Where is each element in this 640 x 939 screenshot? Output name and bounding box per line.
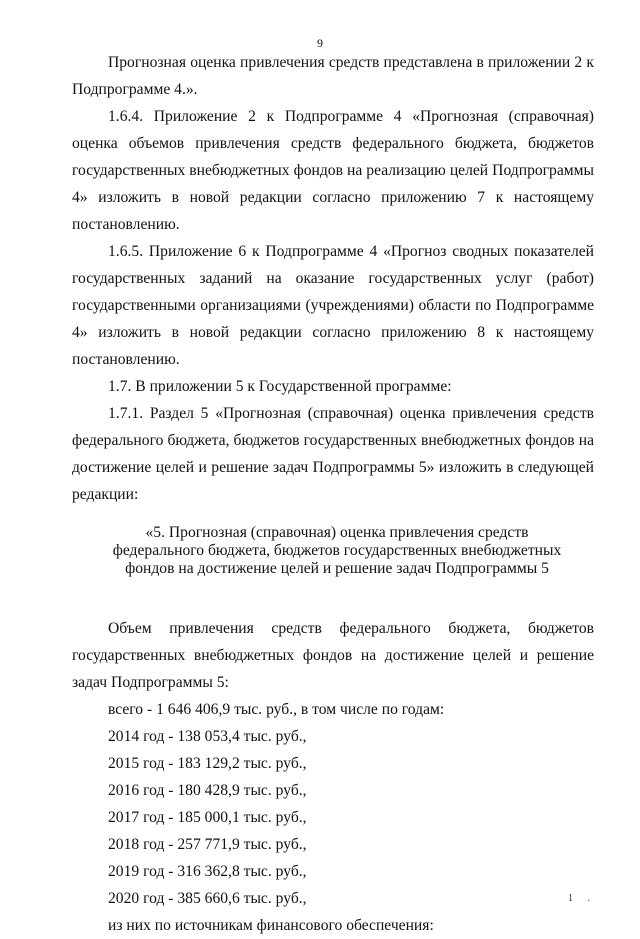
closing-line: из них по источникам финансового обеспечения: <box>108 917 434 934</box>
year-line-2017: 2017 год - 185 000,1 тыс. руб., <box>108 809 307 826</box>
paragraph-1-6-4: 1.6.4. Приложение 2 к Подпрограмме 4 «Прогнозная (справочная) оценка объемов привлечения средств федерального бюджета, бюджетов государственных внебюджетных фондов на реализацию целей Подпрограммы 4» изложить в новой редакции согласно приложению 7 к настоящему постановлению. <box>72 108 594 233</box>
document-body <box>72 49 594 939</box>
page-number: 9 <box>317 36 323 50</box>
year-line-2019: 2019 год - 316 362,8 тыс. руб., <box>108 863 307 880</box>
funding-by-year-list <box>72 696 594 939</box>
year-line-2018: 2018 год - 257 771,9 тыс. руб., <box>108 836 307 853</box>
section-heading-line-1: «5. Прогнозная (справочная) оценка привлечения средств <box>145 524 529 541</box>
year-line-2015: 2015 год - 183 129,2 тыс. руб., <box>108 755 307 772</box>
total-line: всего - 1 646 406,9 тыс. руб., в том числе по годам: <box>108 701 445 718</box>
section-5-heading <box>72 524 594 578</box>
year-line-2020: 2020 год - 385 660,6 тыс. руб., <box>108 890 307 907</box>
paragraph-1-7: 1.7. В приложении 5 к Государственной программе: <box>108 378 452 395</box>
section-heading-line-3: фондов на достижение целей и решение задач Подпрограммы 5 <box>125 560 549 577</box>
year-line-2014: 2014 год - 138 053,4 тыс. руб., <box>108 728 307 745</box>
section-heading-line-2: федерального бюджета, бюджетов государственных внебюджетных <box>112 542 562 559</box>
paragraph-funding-volume: Объем привлечения средств федерального бюджета, бюджетов государственных внебюджетных фондов на достижение целей и решение задач Подпрограммы 5: <box>72 620 594 691</box>
paragraph-forecast-note: Прогнозная оценка привлечения средств представлена в приложении 2 к Подпрограмме 4.». <box>72 54 594 98</box>
year-line-2016: 2016 год - 180 428,9 тыс. руб., <box>108 782 307 799</box>
paragraph-1-6-5: 1.6.5. Приложение 6 к Подпрограмме 4 «Прогноз сводных показателей государственных заданий на оказание государственных услуг (работ) государственными организациями (учреждениями) области по Подпрограмме 4» изложить в новой редакции согласно приложению 8 к настоящему постановлению. <box>72 243 594 368</box>
paragraph-1-7-1: 1.7.1. Раздел 5 «Прогнозная (справочная) оценка привлечения средств федерального бюджета, бюджетов государственных внебюджетных фондов на достижение целей и решение задач Подпрограммы 5» изложить в следующей редакции: <box>72 405 594 503</box>
footer-mark: 1 . <box>568 893 596 904</box>
